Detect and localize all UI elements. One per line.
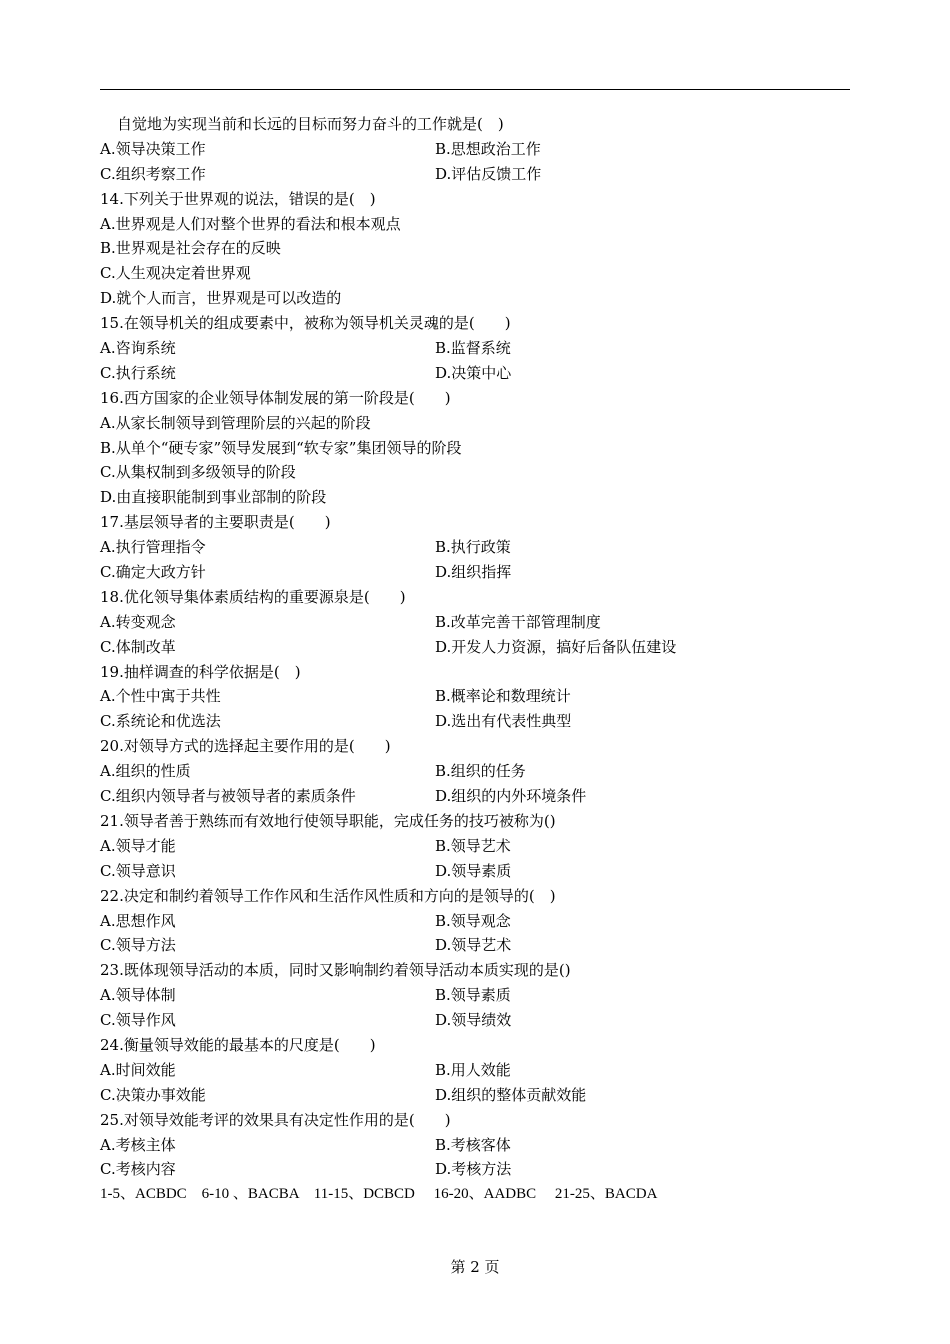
option-row — [100, 834, 860, 859]
question-text: 18.优化领导集体素质结构的重要源泉是( ) — [100, 587, 406, 606]
option-row — [100, 535, 860, 560]
page-number: 第 2 页 — [450, 1258, 500, 1276]
option-b: B.领导观念 — [435, 911, 511, 930]
option-d: D.组织指挥 — [435, 563, 512, 582]
question-text: 19.抽样调查的科学依据是( ) — [100, 662, 301, 681]
option-c: C.组织内领导者与被领导者的素质条件 — [100, 787, 356, 806]
question-text: 15.在领导机关的组成要素中，被称为领导机关灵魂的是( ) — [100, 314, 511, 333]
option-row — [100, 361, 860, 386]
option-c: C.确定大政方针 — [100, 563, 206, 582]
question-text: 21.领导者善于熟练而有效地行使领导职能，完成任务的技巧被称为() — [100, 811, 556, 830]
option-row — [100, 1083, 860, 1108]
option-a: A.转变观念 — [100, 612, 176, 631]
option-d: D.开发人力资源，搞好后备队伍建设 — [435, 637, 677, 656]
option-b: B.用人效能 — [435, 1060, 511, 1079]
option-b: B.思想政治工作 — [435, 139, 541, 158]
question-text: 22.决定和制约着领导工作作风和生活作风性质和方向的是领导的( ) — [100, 886, 556, 905]
answer-key: 1-5、ACBDC 6-10 、BACBA 11-15、DCBCD 16-20、AADBC 21-25、BACDA — [100, 1186, 658, 1203]
option-c: C.领导方法 — [100, 936, 176, 955]
option-row — [100, 1157, 860, 1182]
option-d: D.领导艺术 — [435, 936, 512, 955]
question-text: 16.西方国家的企业领导体制发展的第一阶段是( ) — [100, 388, 451, 407]
option-row — [100, 162, 860, 187]
option-c: C.人生观决定着世界观 — [100, 264, 251, 283]
option-b: B.监督系统 — [435, 339, 511, 358]
option-b: B.概率论和数理统计 — [435, 687, 571, 706]
option-c: C.体制改革 — [100, 637, 176, 656]
option-c: C.考核内容 — [100, 1160, 176, 1179]
option-d: D.由直接职能制到事业部制的阶段 — [100, 488, 327, 507]
header-rule — [100, 89, 850, 90]
option-a: A.执行管理指令 — [100, 538, 206, 557]
option-a: A.考核主体 — [100, 1135, 176, 1154]
option-b: B.领导艺术 — [435, 836, 511, 855]
option-d: D.就个人而言，世界观是可以改造的 — [100, 289, 342, 308]
question-list — [100, 112, 860, 1207]
option-row — [100, 983, 860, 1008]
option-row — [100, 137, 860, 162]
option-row — [100, 859, 860, 884]
option-d: D.评估反馈工作 — [435, 164, 542, 183]
option-b: B.改革完善干部管理制度 — [435, 612, 601, 631]
option-row — [100, 336, 860, 361]
question-text: 17.基层领导者的主要职责是( ) — [100, 513, 331, 532]
option-d: D.决策中心 — [435, 363, 512, 382]
question-text: 23.既体现领导活动的本质，同时又影响制约着领导活动本质实现的是() — [100, 961, 571, 980]
option-a: A.个性中寓于共性 — [100, 687, 221, 706]
option-row — [100, 909, 860, 934]
option-c: C.执行系统 — [100, 363, 176, 382]
option-b: B.执行政策 — [435, 538, 511, 557]
option-c: C.决策办事效能 — [100, 1085, 206, 1104]
option-a: A.思想作风 — [100, 911, 176, 930]
option-row — [100, 1058, 860, 1083]
option-c: C.领导作风 — [100, 1011, 176, 1030]
option-a: A.世界观是人们对整个世界的看法和根本观点 — [100, 214, 401, 233]
option-a: A.领导体制 — [100, 986, 176, 1005]
option-d: D.组织的内外环境条件 — [435, 787, 587, 806]
option-c: C.组织考察工作 — [100, 164, 206, 183]
option-row — [100, 933, 860, 958]
option-row — [100, 635, 860, 660]
option-d: D.领导绩效 — [435, 1011, 512, 1030]
option-d: D.选出有代表性典型 — [435, 712, 572, 731]
option-d: D.考核方法 — [435, 1160, 512, 1179]
option-b: B.从单个“硬专家”领导发展到“软专家”集团领导的阶段 — [100, 438, 462, 457]
option-a: A.从家长制领导到管理阶层的兴起的阶段 — [100, 413, 371, 432]
option-row — [100, 759, 860, 784]
option-c: C.领导意识 — [100, 861, 176, 880]
option-row — [100, 1133, 860, 1158]
option-b: B.领导素质 — [435, 986, 511, 1005]
option-row — [100, 684, 860, 709]
option-b: B.考核客体 — [435, 1135, 511, 1154]
option-row — [100, 610, 860, 635]
option-d: D.领导素质 — [435, 861, 512, 880]
option-a: A.时间效能 — [100, 1060, 176, 1079]
option-b: B.世界观是社会存在的反映 — [100, 239, 281, 258]
question-text: 24.衡量领导效能的最基本的尺度是( ) — [100, 1035, 376, 1054]
question-text: 20.对领导方式的选择起主要作用的是( ) — [100, 737, 391, 756]
question-text: 14.下列关于世界观的说法，错误的是( ) — [100, 189, 376, 208]
question-text: 自觉地为实现当前和长远的目标而努力奋斗的工作就是( ) — [117, 115, 504, 133]
option-row — [100, 1008, 860, 1033]
option-b: B.组织的任务 — [435, 762, 526, 781]
option-c: C.从集权制到多级领导的阶段 — [100, 463, 296, 482]
option-row — [100, 709, 860, 734]
question-text: 25.对领导效能考评的效果具有决定性作用的是( ) — [100, 1110, 451, 1129]
option-a: A.领导决策工作 — [100, 139, 206, 158]
option-a: A.组织的性质 — [100, 762, 191, 781]
option-row — [100, 784, 860, 809]
option-c: C.系统论和优选法 — [100, 712, 221, 731]
option-row — [100, 560, 860, 585]
option-a: A.领导才能 — [100, 836, 176, 855]
option-d: D.组织的整体贡献效能 — [435, 1085, 587, 1104]
option-a: A.咨询系统 — [100, 339, 176, 358]
